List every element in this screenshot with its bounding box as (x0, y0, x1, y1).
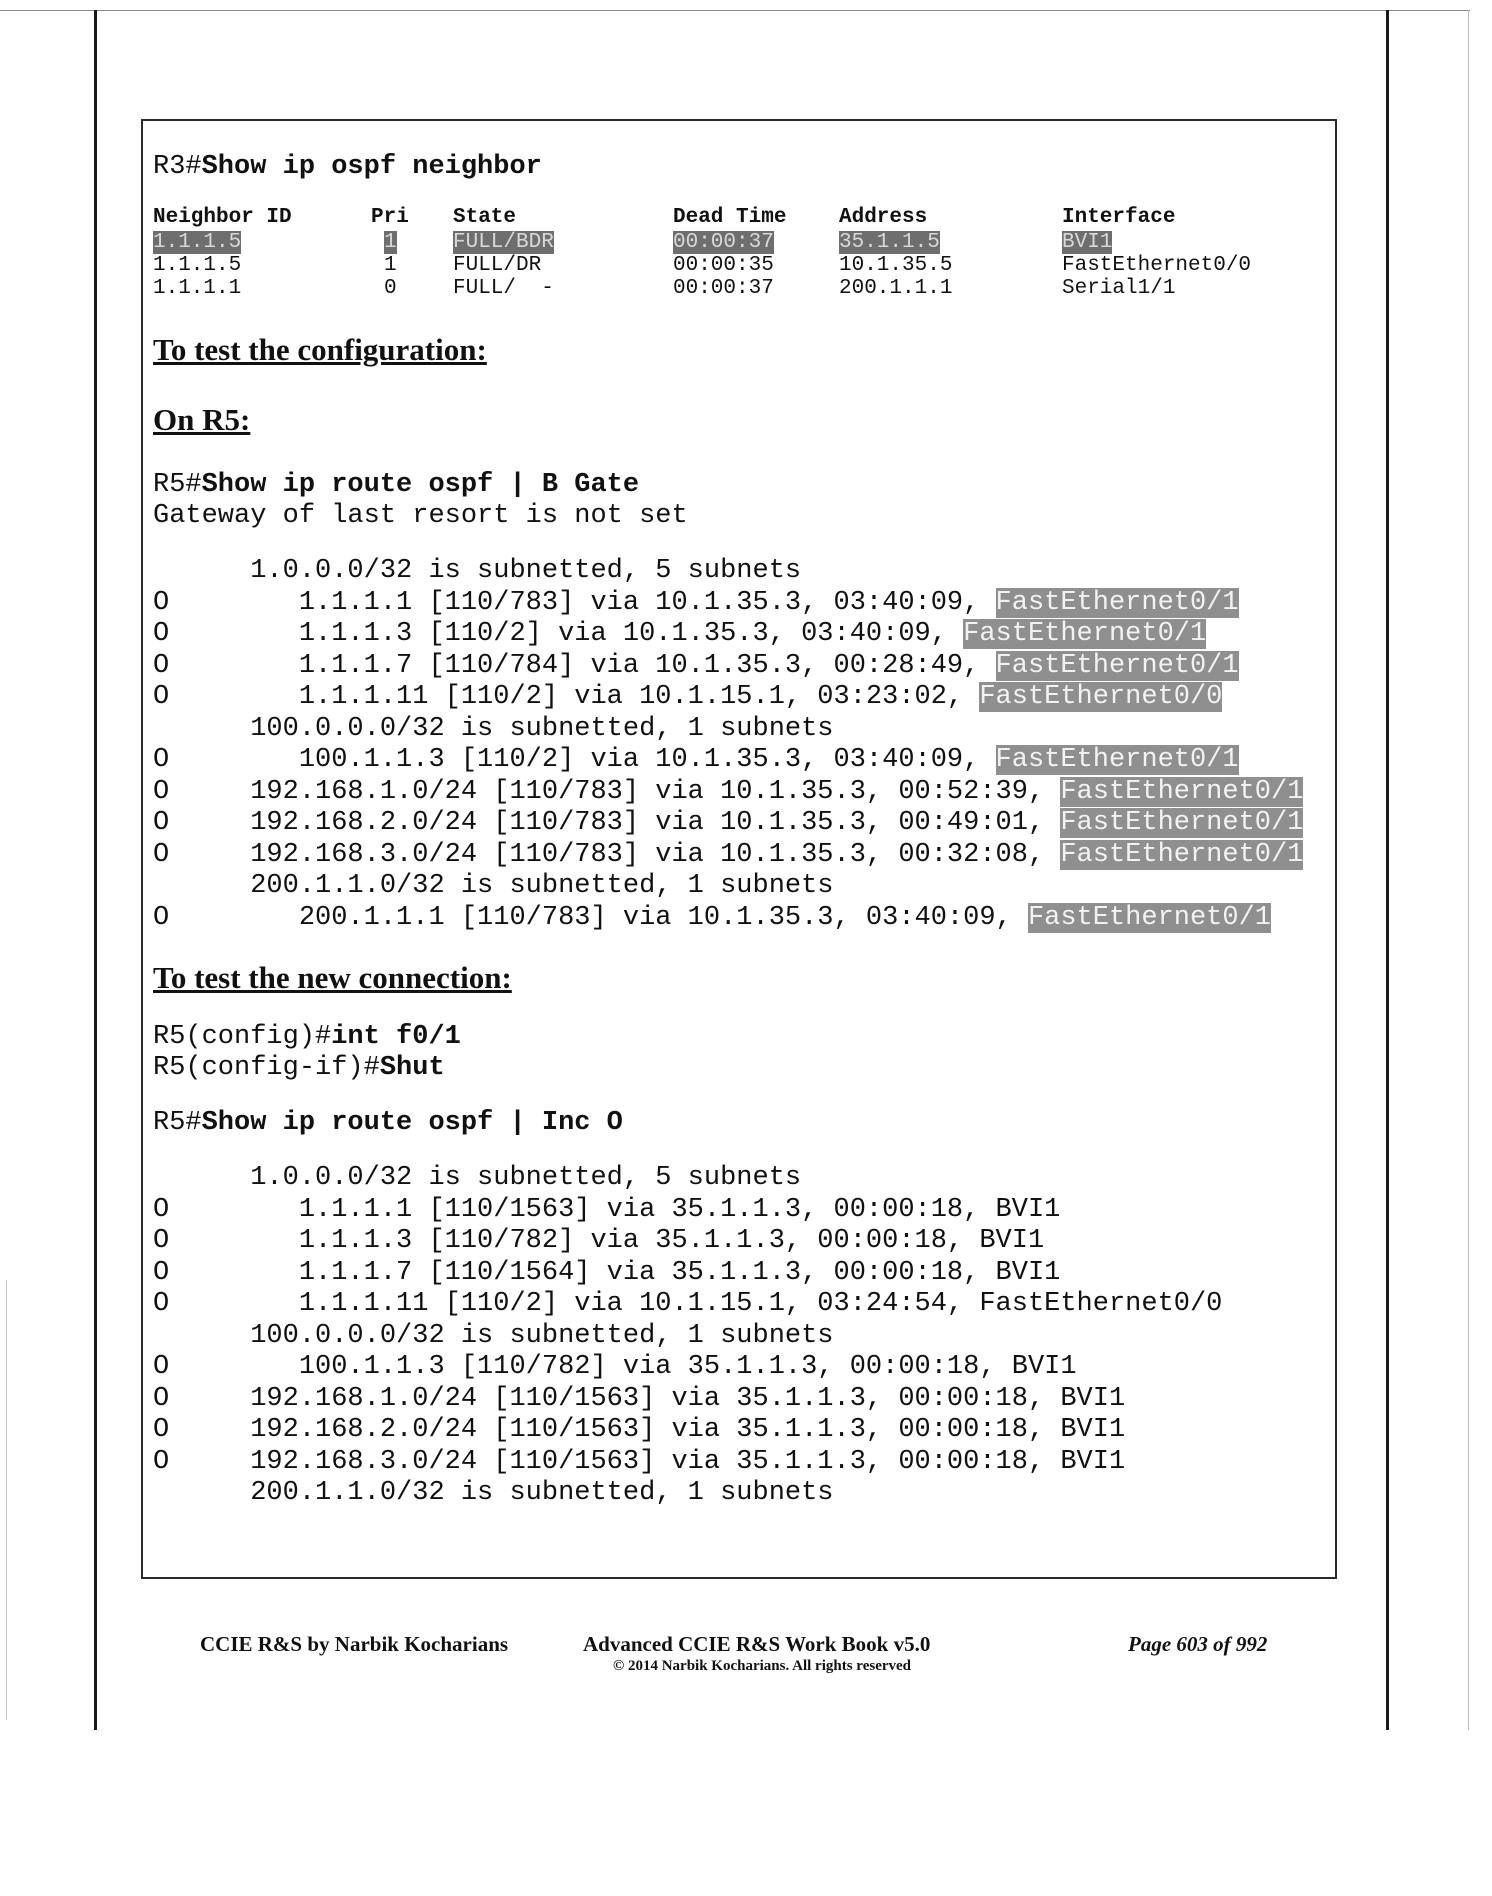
table-cell: 35.1.1.5 (839, 231, 940, 254)
column-header: Pri (371, 206, 409, 229)
route-line: O 192.168.2.0/24 [110/1563] via 35.1.1.3, 00:00:18, BVI1 (153, 1415, 1126, 1445)
route-line: O 1.1.1.7 [110/1564] via 35.1.1.3, 00:00:18, BVI1 (153, 1257, 1061, 1288)
route-line (153, 745, 1333, 777)
route-line (153, 714, 1333, 746)
footer-page-number: Page 603 of 992 (1128, 1632, 1268, 1656)
table-cell: FULL/DR (453, 254, 542, 277)
table-cell: FULL/ - (453, 277, 554, 300)
table-cell: 00:00:37 (673, 277, 774, 300)
footer-copyright: © 2014 Narbik Kocharians. All rights reserved (613, 1658, 912, 1674)
highlighted-interface: FastEthernet0/0 (979, 682, 1223, 712)
route-line (153, 871, 1333, 903)
highlighted-interface: FastEthernet0/1 (1060, 776, 1304, 807)
table-cell: 10.1.35.5 (839, 254, 953, 277)
command-text: Show ip route ospf | Inc O (201, 1108, 623, 1138)
route-text: O 1.1.1.7 [110/784] via 10.1.35.3, 00:28:49, (153, 650, 996, 681)
route-line (153, 777, 1333, 809)
highlighted-interface: FastEthernet0/1 (1060, 839, 1304, 870)
page-right-rule (1386, 10, 1389, 1730)
route-line: 100.0.0.0/32 is subnetted, 1 subnets (153, 1320, 834, 1351)
route-line (153, 588, 1333, 620)
highlighted-interface: FastEthernet0/1 (995, 650, 1239, 681)
footer-book-title: Advanced CCIE R&S Work Book v5.0 (583, 1632, 931, 1656)
table-row (153, 231, 1333, 254)
section-heading-test-config: To test the configuration: (153, 332, 487, 367)
route-line (153, 556, 1333, 588)
highlighted-interface: FastEthernet0/1 (995, 745, 1239, 775)
route-line (153, 682, 1333, 714)
page-edge-left-rule (6, 1280, 7, 1720)
command-prompt: R5(config-if)# (153, 1053, 380, 1083)
table-cell: FastEthernet0/0 (1062, 254, 1252, 277)
route-text: 100.0.0.0/32 is subnetted, 1 subnets (153, 713, 834, 744)
column-header: State (453, 206, 517, 229)
table-cell: 1 (384, 254, 397, 277)
document-content (153, 120, 1333, 1510)
table-cell: 1.1.1.1 (153, 277, 242, 300)
table-cell: 200.1.1.1 (839, 277, 953, 300)
table-row (153, 254, 1333, 277)
route-line (153, 651, 1333, 683)
route-text: O 192.168.3.0/24 [110/783] via 10.1.35.3, 00:32:08, (153, 839, 1061, 870)
command-prompt: R5# (153, 1108, 202, 1138)
route-text: O 1.1.1.1 [110/783] via 10.1.35.3, 03:40:09, (153, 587, 996, 618)
route-line: O 192.168.3.0/24 [110/1563] via 35.1.1.3, 00:00:18, BVI1 (153, 1446, 1126, 1477)
command-text: int f0/1 (331, 1022, 461, 1052)
r5-route-inc-command (153, 1108, 1333, 1139)
route-line: O 1.1.1.11 [110/2] via 10.1.15.1, 03:24:54, FastEthernet0/0 (153, 1289, 1223, 1319)
page-footer (200, 1632, 1300, 1692)
r5-shut-command (153, 1053, 1333, 1084)
highlighted-interface: FastEthernet0/1 (995, 587, 1239, 618)
page-edge-rule (1468, 10, 1469, 1730)
section-heading-on-r5: On R5: (153, 402, 251, 437)
table-cell: 1 (384, 231, 397, 254)
route-line (153, 903, 1333, 935)
page-top-rule (0, 10, 1470, 11)
page-left-rule (94, 10, 97, 1730)
table-cell: 0 (384, 277, 397, 300)
route-text: O 100.1.1.3 [110/2] via 10.1.35.3, 03:40:09, (153, 745, 996, 775)
table-cell: FULL/BDR (453, 231, 554, 254)
route-text: 200.1.1.0/32 is subnetted, 1 subnets (153, 871, 834, 901)
column-header: Address (839, 206, 928, 229)
route-line (153, 619, 1333, 651)
route-text: O 200.1.1.1 [110/783] via 10.1.35.3, 03:40:09, (153, 902, 1028, 933)
route-line: O 192.168.1.0/24 [110/1563] via 35.1.1.3, 00:00:18, BVI1 (153, 1383, 1126, 1414)
table-row (153, 277, 1333, 300)
route-text: O 192.168.1.0/24 [110/783] via 10.1.35.3, 00:52:39, (153, 776, 1061, 807)
r5-route-gate-command (153, 470, 1333, 501)
table-cell: Serial1/1 (1062, 277, 1176, 300)
route-output-before (153, 556, 1333, 934)
route-text: O 1.1.1.3 [110/2] via 10.1.35.3, 03:40:09, (153, 619, 964, 649)
table-cell: 00:00:37 (673, 231, 774, 254)
column-header: Dead Time (673, 206, 787, 229)
route-line (153, 808, 1333, 840)
section-heading-test-new: To test the new connection: (153, 960, 512, 995)
route-text: O 1.1.1.11 [110/2] via 10.1.15.1, 03:23:02, (153, 682, 980, 712)
table-cell: 1.1.1.5 (153, 254, 242, 277)
command-text: Shut (379, 1053, 445, 1083)
table-cell: 1.1.1.5 (153, 231, 242, 254)
ospf-neighbor-table (153, 205, 1333, 300)
highlighted-interface: FastEthernet0/1 (1060, 808, 1304, 838)
route-line: O 1.1.1.1 [110/1563] via 35.1.1.3, 00:00:18, BVI1 (153, 1194, 1061, 1225)
command-prompt: R3# (153, 152, 202, 182)
footer-author: CCIE R&S by Narbik Kocharians (200, 1632, 509, 1656)
command-text: Show ip ospf neighbor (201, 152, 542, 182)
table-header-row (153, 205, 1333, 231)
highlighted-interface: FastEthernet0/1 (963, 619, 1207, 649)
r3-neighbor-command (153, 152, 1333, 183)
command-prompt: R5(config)# (153, 1022, 332, 1052)
column-header: Interface (1062, 206, 1176, 229)
route-line: 1.0.0.0/32 is subnetted, 5 subnets (153, 1163, 802, 1193)
route-line: O 100.1.1.3 [110/782] via 35.1.1.3, 00:00:18, BVI1 (153, 1352, 1077, 1382)
route-text: O 192.168.2.0/24 [110/783] via 10.1.35.3, 00:49:01, (153, 808, 1061, 838)
highlighted-interface: FastEthernet0/1 (1027, 902, 1271, 933)
route-line: O 1.1.1.3 [110/782] via 35.1.1.3, 00:00:18, BVI1 (153, 1226, 1045, 1256)
gateway-line: Gateway of last resort is not set (153, 501, 688, 531)
r5-int-command (153, 1022, 1333, 1053)
table-cell: 00:00:35 (673, 254, 774, 277)
table-cell: BVI1 (1062, 231, 1113, 254)
column-header: Neighbor ID (153, 206, 292, 229)
route-text: 1.0.0.0/32 is subnetted, 5 subnets (153, 556, 802, 586)
route-line (153, 840, 1333, 872)
route-output-after (153, 1163, 1333, 1510)
command-text: Show ip route ospf | B Gate (201, 470, 640, 500)
command-prompt: R5# (153, 470, 202, 500)
route-line: 200.1.1.0/32 is subnetted, 1 subnets (153, 1478, 834, 1508)
